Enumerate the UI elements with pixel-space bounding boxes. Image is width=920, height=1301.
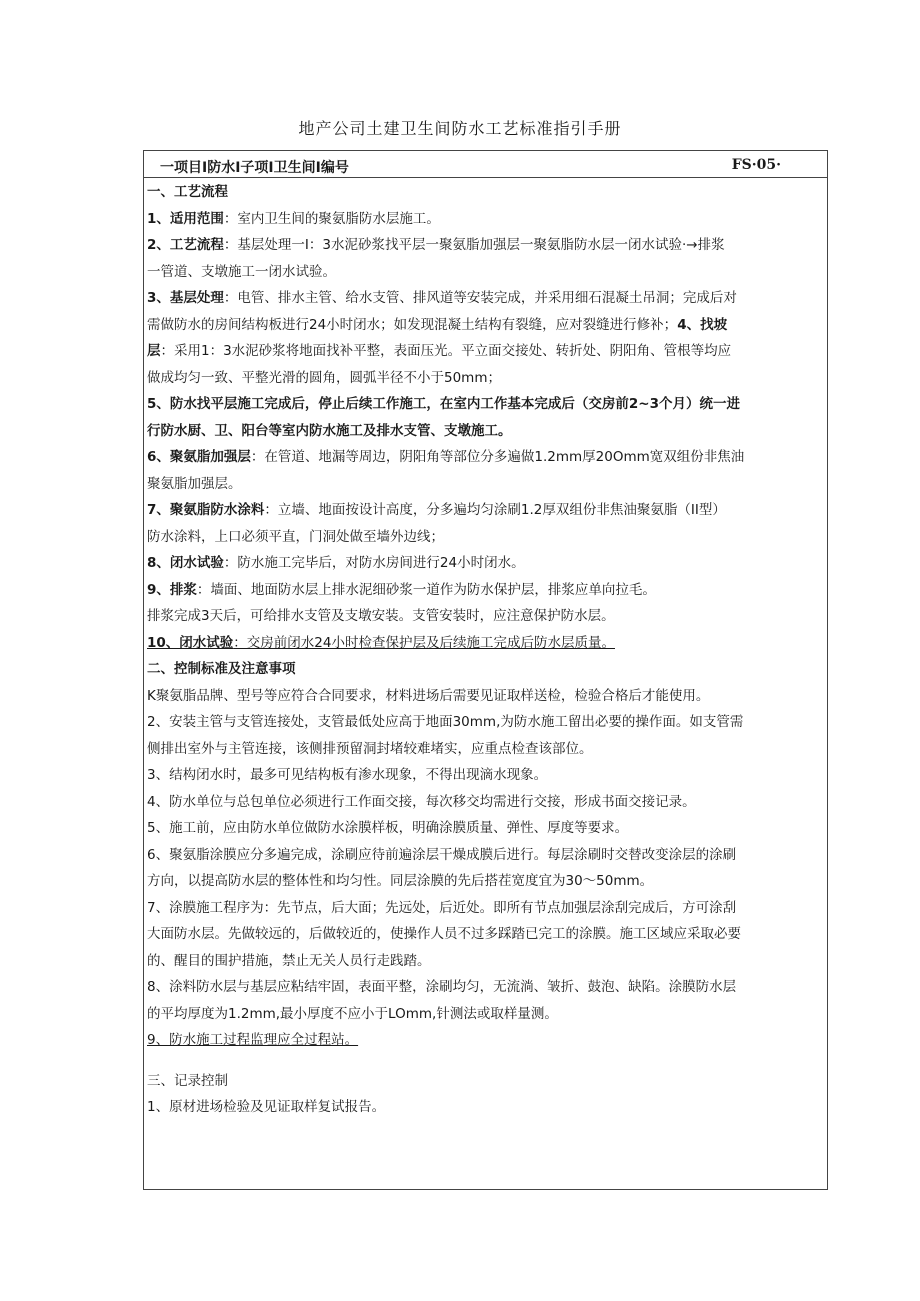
section-1-title: 一、工艺流程	[147, 184, 228, 200]
item-label: 4、找坡	[677, 316, 728, 333]
item-label: 层	[147, 343, 161, 359]
item-text: 需做防水的房间结构板进行24小时闭水；如发现混凝土结构有裂缝，应对裂缝进行修补；	[147, 316, 678, 333]
item-label: 10、闭水试验	[147, 634, 234, 651]
section-3-title: 三、记录控制	[147, 1072, 228, 1089]
item-underlined	[147, 635, 615, 651]
item-text: ：室内卫生间的聚氨脂防水层施工。	[223, 210, 440, 227]
item-label: 6、聚氨脂加强层	[147, 449, 251, 465]
item-2-8: 8、涂料防水层与基层应粘结牢固，表面平整，涂刷均匀，无流淌、皱折、鼓泡、缺陷。涂膜防水层	[147, 979, 737, 995]
item-1-2	[147, 232, 825, 259]
item-2-7: 7、涂膜施工程序为：先节点，后大面；先远处，后近处。即所有节点加强层涂刮完成后，方可涂刮	[147, 899, 737, 916]
item-label: 8、闭水试验	[147, 555, 224, 571]
item-1-7-cont: 防水涂料，上口必须平直，门洞处做至墙外边线；	[147, 528, 444, 545]
content-body	[147, 179, 825, 1121]
form-table	[143, 150, 828, 1190]
item-1-4-cont: 做成均匀一致、平整光滑的圆角，圆弧半径不小于50mm；	[147, 369, 501, 386]
item-text: ：在管道、地漏等周边，阴阳角等部位分多遍做1.2mm厚20Omm宽双组份非焦油	[250, 449, 745, 465]
item-label: 3、基层处理	[147, 290, 224, 306]
item-2-3: 3、结构闭水时，最多可见结构板有渗水现象，不得出现滴水现象。	[147, 767, 548, 783]
item-1-6-cont: 聚氨脂加强层。	[147, 475, 242, 492]
item-1-8	[147, 550, 825, 577]
document-title: 地产公司土建卫生间防水工艺标准指引手册	[298, 119, 622, 138]
item-1-1	[147, 206, 825, 233]
item-2-7-cont2: 的、醒目的围护措施，禁止无关人员行走践踏。	[147, 952, 431, 969]
item-3-1: 1、原材进场检验及见证取样复试报告。	[147, 1099, 386, 1115]
item-2-6-cont: 方向，以提高防水层的整体性和均匀性。同层涂膜的先后搭茬宽度宜为30～50mm。	[147, 873, 654, 889]
item-2-6: 6、聚氨脂涂膜应分多遍完成，涂刷应待前遍涂层干燥成膜后进行。每层涂刷时交替改变涂层的涂刷	[147, 846, 737, 863]
item-1-3	[147, 285, 825, 312]
item-label: 1、适用范围	[147, 210, 224, 227]
item-text: ：采用1：3水泥砂浆将地面找补平整，表面压光。平立面交接处、转折处、阴阳角、管根等均应	[160, 343, 732, 359]
item-text: ：交房前闭水24小时检查保护层及后续施工完成后防水层质量。	[233, 634, 615, 651]
item-1-6	[147, 444, 825, 471]
item-2-7-cont: 大面防水层。先做较远的，后做较近的，使操作人员不过多踩踏已完工的涂膜。施工区域应采取必要	[147, 926, 741, 942]
item-1-7	[147, 497, 825, 524]
item-1-10	[147, 630, 825, 657]
item-2-4: 4、防水单位与总包单位必须进行工作面交接，每次移交均需进行交接，形成书面交接记录。	[147, 793, 696, 810]
section-2-title: 二、控制标准及注意事项	[147, 661, 296, 677]
item-1-5-cont: 行防水厨、卫、阳台等室内防水施工及排水支管、支墩施工。	[147, 422, 512, 439]
item-text: ：墙面、地面防水层上排水泥细砂浆一道作为防水保护层，排浆应单向拉毛。	[196, 581, 656, 598]
item-2-8-cont: 的平均厚度为1.2mm,最小厚度不应小于LOmm,针测法或取样量测。	[147, 1005, 558, 1022]
item-text: 9、防水施工过程监理应全过程站。	[147, 1032, 359, 1048]
header-project-info: 一项目I防水I子项I卫生间I编号	[160, 160, 349, 176]
item-1-2-cont: 一管道、支墩施工一闭水试验。	[147, 263, 336, 280]
header-row	[144, 151, 827, 178]
item-label: 2、工艺流程	[147, 237, 224, 253]
header-code: FS·05·	[731, 157, 781, 173]
item-text: ：防水施工完毕后，对防水房间进行24小时闭水。	[223, 555, 525, 571]
item-2-9	[147, 1027, 825, 1054]
item-2-2-cont: 侧排出室外与主管连接，该侧排预留洞封堵较难堵实，应重点检查该部位。	[147, 740, 593, 757]
item-text: ：电管、排水主管、给水支管、排风道等安装完成，并采用细石混凝土吊洞；完成后对	[223, 290, 737, 306]
spacer	[147, 1054, 825, 1068]
item-1-3-cont	[147, 312, 825, 339]
item-1-9	[147, 577, 825, 604]
item-2-1: K聚氨脂品牌、型号等应符合合同要求，材料进场后需要见证取样送检，检验合格后才能使用。	[147, 687, 710, 704]
item-text: ：立墙、地面按设计高度，分多遍均匀涂刷1.2厚双组份非焦油聚氨脂（II型）	[264, 502, 726, 518]
item-label: 9、排浆	[147, 581, 197, 598]
item-2-2: 2、安装主管与支管连接处，支管最低处应高于地面30mm,为防水施工留出必要的操作面。如支管需	[147, 714, 744, 730]
item-text: ：基层处理一I：3水泥砂浆找平层一聚氨脂加强层一聚氨脂防水层一闭水试验·→排浆	[223, 237, 725, 253]
item-2-5: 5、施工前，应由防水单位做防水涂膜样板，明确涂膜质量、弹性、厚度等要求。	[147, 820, 629, 836]
item-1-4	[147, 338, 825, 365]
item-label: 7、聚氨脂防水涂料	[147, 502, 265, 518]
item-1-5: 5、防水找平层施工完成后，停止后续工作施工，在室内工作基本完成后（交房前2~3个月）统一进	[147, 396, 740, 412]
item-1-9-cont: 排浆完成3天后，可给排水支管及支墩安装。支管安装时，应注意保护防水层。	[147, 608, 615, 624]
